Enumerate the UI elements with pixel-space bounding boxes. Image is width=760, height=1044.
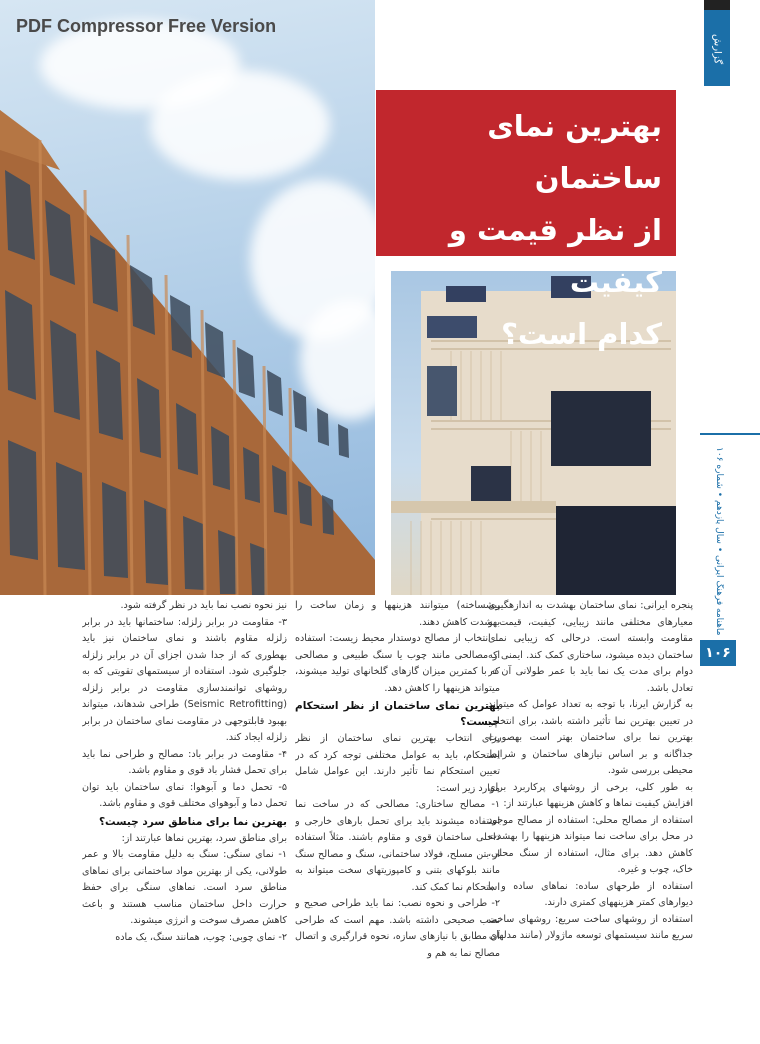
text-column-2 <box>295 598 500 1038</box>
paragraph: ۵- تحمل دما و آبوهوا: نمای ساختمان باید توان تحمل دما و آبوهوای مختلف قوی و مقاوم باشد. <box>82 781 287 809</box>
title-line-2: از نظر قیمت و کیفیت <box>448 213 662 299</box>
paragraph: ۲- نمای چوبی: چوب، همانند سنگ، یک ماده <box>115 931 287 943</box>
paragraph: ۲- طراحی و نحوه نصب: نما باید طراحی صحیح و نصب صحیحی داشته باشد. مهم است که طراحی آن مطابق با نیازهای سازه، نحوه قرارگیری و اتصال مصالح نما به هم و <box>295 898 500 959</box>
paragraph: به گزارش ایرنا، با توجه به تعداد عوامل که میتواند در تعیین بهترین نما تأثیر داشته باشد، برای انتخاب بهترین نما برای ساختمان بهتر است بهصورت جداگانه و بر اساس نیازهای ساختمان و شرایط محیطی بررسی شود. <box>488 699 693 776</box>
paragraph: پیشساخته) میتوانند هزینهها و زمان ساخت را بهشدت کاهش دهند. <box>295 600 500 628</box>
title-line-3: کدام است؟ <box>501 317 662 351</box>
paragraph: پنجره ایرانی: نمای ساختمان بهشدت به اندازهگیری معیارهای مختلفی مانند زیبایی، کیفیت، قیمت و مقاومت وابسته است. درحالی که زیبایی نمای ساختمان دیده میشود، ساختاری کمک کند. ایمنی که دوام برای مدت یک نما باید با عمر طولانی آن در تعادل باشد. <box>488 600 693 694</box>
building-photo-left <box>0 0 375 595</box>
paragraph: برای انتخاب بهترین نمای ساختمان از نظر استحکام، باید به عوامل مختلفی توجه کرد که در تعیین استحکام نما تأثیر دارند. این عوامل شامل موارد زیر است: <box>295 733 500 794</box>
paragraph: ۴- مقاومت در برابر باد: مصالح و طراحی نما باید برای تحمل فشار باد قوی و مقاوم باشد. <box>82 748 287 776</box>
paragraph: برای مناطق سرد، بهترین نماها عبارتند از: <box>121 832 287 844</box>
side-running-text: ماهنامه فرهنگ ایرانی • سال یازدهم • شماره ۱۰۶ <box>714 446 724 635</box>
paragraph: به طور کلی، برخی از روشهای پرکاربرد برای افزایش کیفیت نماها و کاهش هزینهها عبارتند از: <box>488 781 693 809</box>
paragraph: استفاده از مصالح محلی: استفاده از مصالح موجود در محل برای ساخت نما میتواند هزینهها را بهشدت کاهش دهد. برای مثال، استفاده از سنگ محلی، خاک، چوب و غیره. <box>488 814 693 875</box>
paragraph: ۱- نمای سنگی: سنگ به دلیل مقاومت بالا و عمر طولانی، یکی از بهترین مواد ساختمانی برای نماهای مناطق سرد است. نماهای سنگی برای حفظ حرارت داخل ساختمان مناسب هستند و باعث کاهش مصرف سوخت و انرژی میشوند. <box>82 849 287 926</box>
paragraph: ۱- مصالح ساختاری: مصالحی که در ساخت نما استفاده میشوند باید برای تحمل بارهای خارجی و داخلی ساختمان قوی و مقاوم باشند. مثلاً استفاده از بتن مسلح، فولاد ساختمانی، سنگ و مصالح سنگ مانند بلوکهای بتنی و کامپوزیتهای سخت میتواند به استحکام نما کمک کند. <box>295 799 500 893</box>
paragraph: ــ انتخاب از مصالح دوستدار محیط زیست: استفاده از مصالحی مانند چوب یا سنگ طبیعی و مصالحی که با کمترین میزان گازهای گلخانهای تولید میشوند، میتواند هزینهها را کاهش دهد. <box>295 633 500 694</box>
page-number: ۱۰۶ <box>700 640 736 666</box>
paragraph: ۳- مقاومت در برابر زلزله: ساختمانها باید در برابر زلزله مقاوم باشند و نمای ساختمان نیز باید بهطوری که از جدا شدن اجزای آن در برابر زلزله جلوگیری شود. استفاده از سیستمهای تقویتی که به روشهای توانمندسازی مقاومت در برابر زلزله (Seismic Retrofitting) طراحی شدهاند، میتواند بهبود قابلتوجهی در مقاومت نمای ساختمان در برابر زلزله ایجاد کند. <box>82 616 287 743</box>
watermark-text: PDF Compressor Free Version <box>16 16 277 36</box>
article-title <box>376 90 676 351</box>
section-tab-top <box>704 0 730 10</box>
section-tab-label: گزارش <box>711 33 723 65</box>
text-column-1 <box>488 598 693 1038</box>
paragraph: نیز نحوه نصب نما باید در نظر گرفته شود. <box>120 600 287 611</box>
section-heading: بهترین نمای ساختمان از نظر استحکام چیست؟ <box>295 700 500 728</box>
paragraph: استفاده از طرحهای ساده: نماهای ساده و با دیوارهای کمتر هزینههای کمتری دارند. <box>488 880 693 908</box>
text-column-3 <box>82 598 287 1038</box>
title-line-1: بهترین نمای ساختمان <box>487 109 662 195</box>
paragraph: استفاده از روشهای ساخت سریع: روشهای ساخت سریع مانند سیستمهای توسعه ماژولار (مانند مدلهای <box>488 913 693 941</box>
section-heading: بهترین نما برای مناطق سرد چیست؟ <box>98 815 287 828</box>
